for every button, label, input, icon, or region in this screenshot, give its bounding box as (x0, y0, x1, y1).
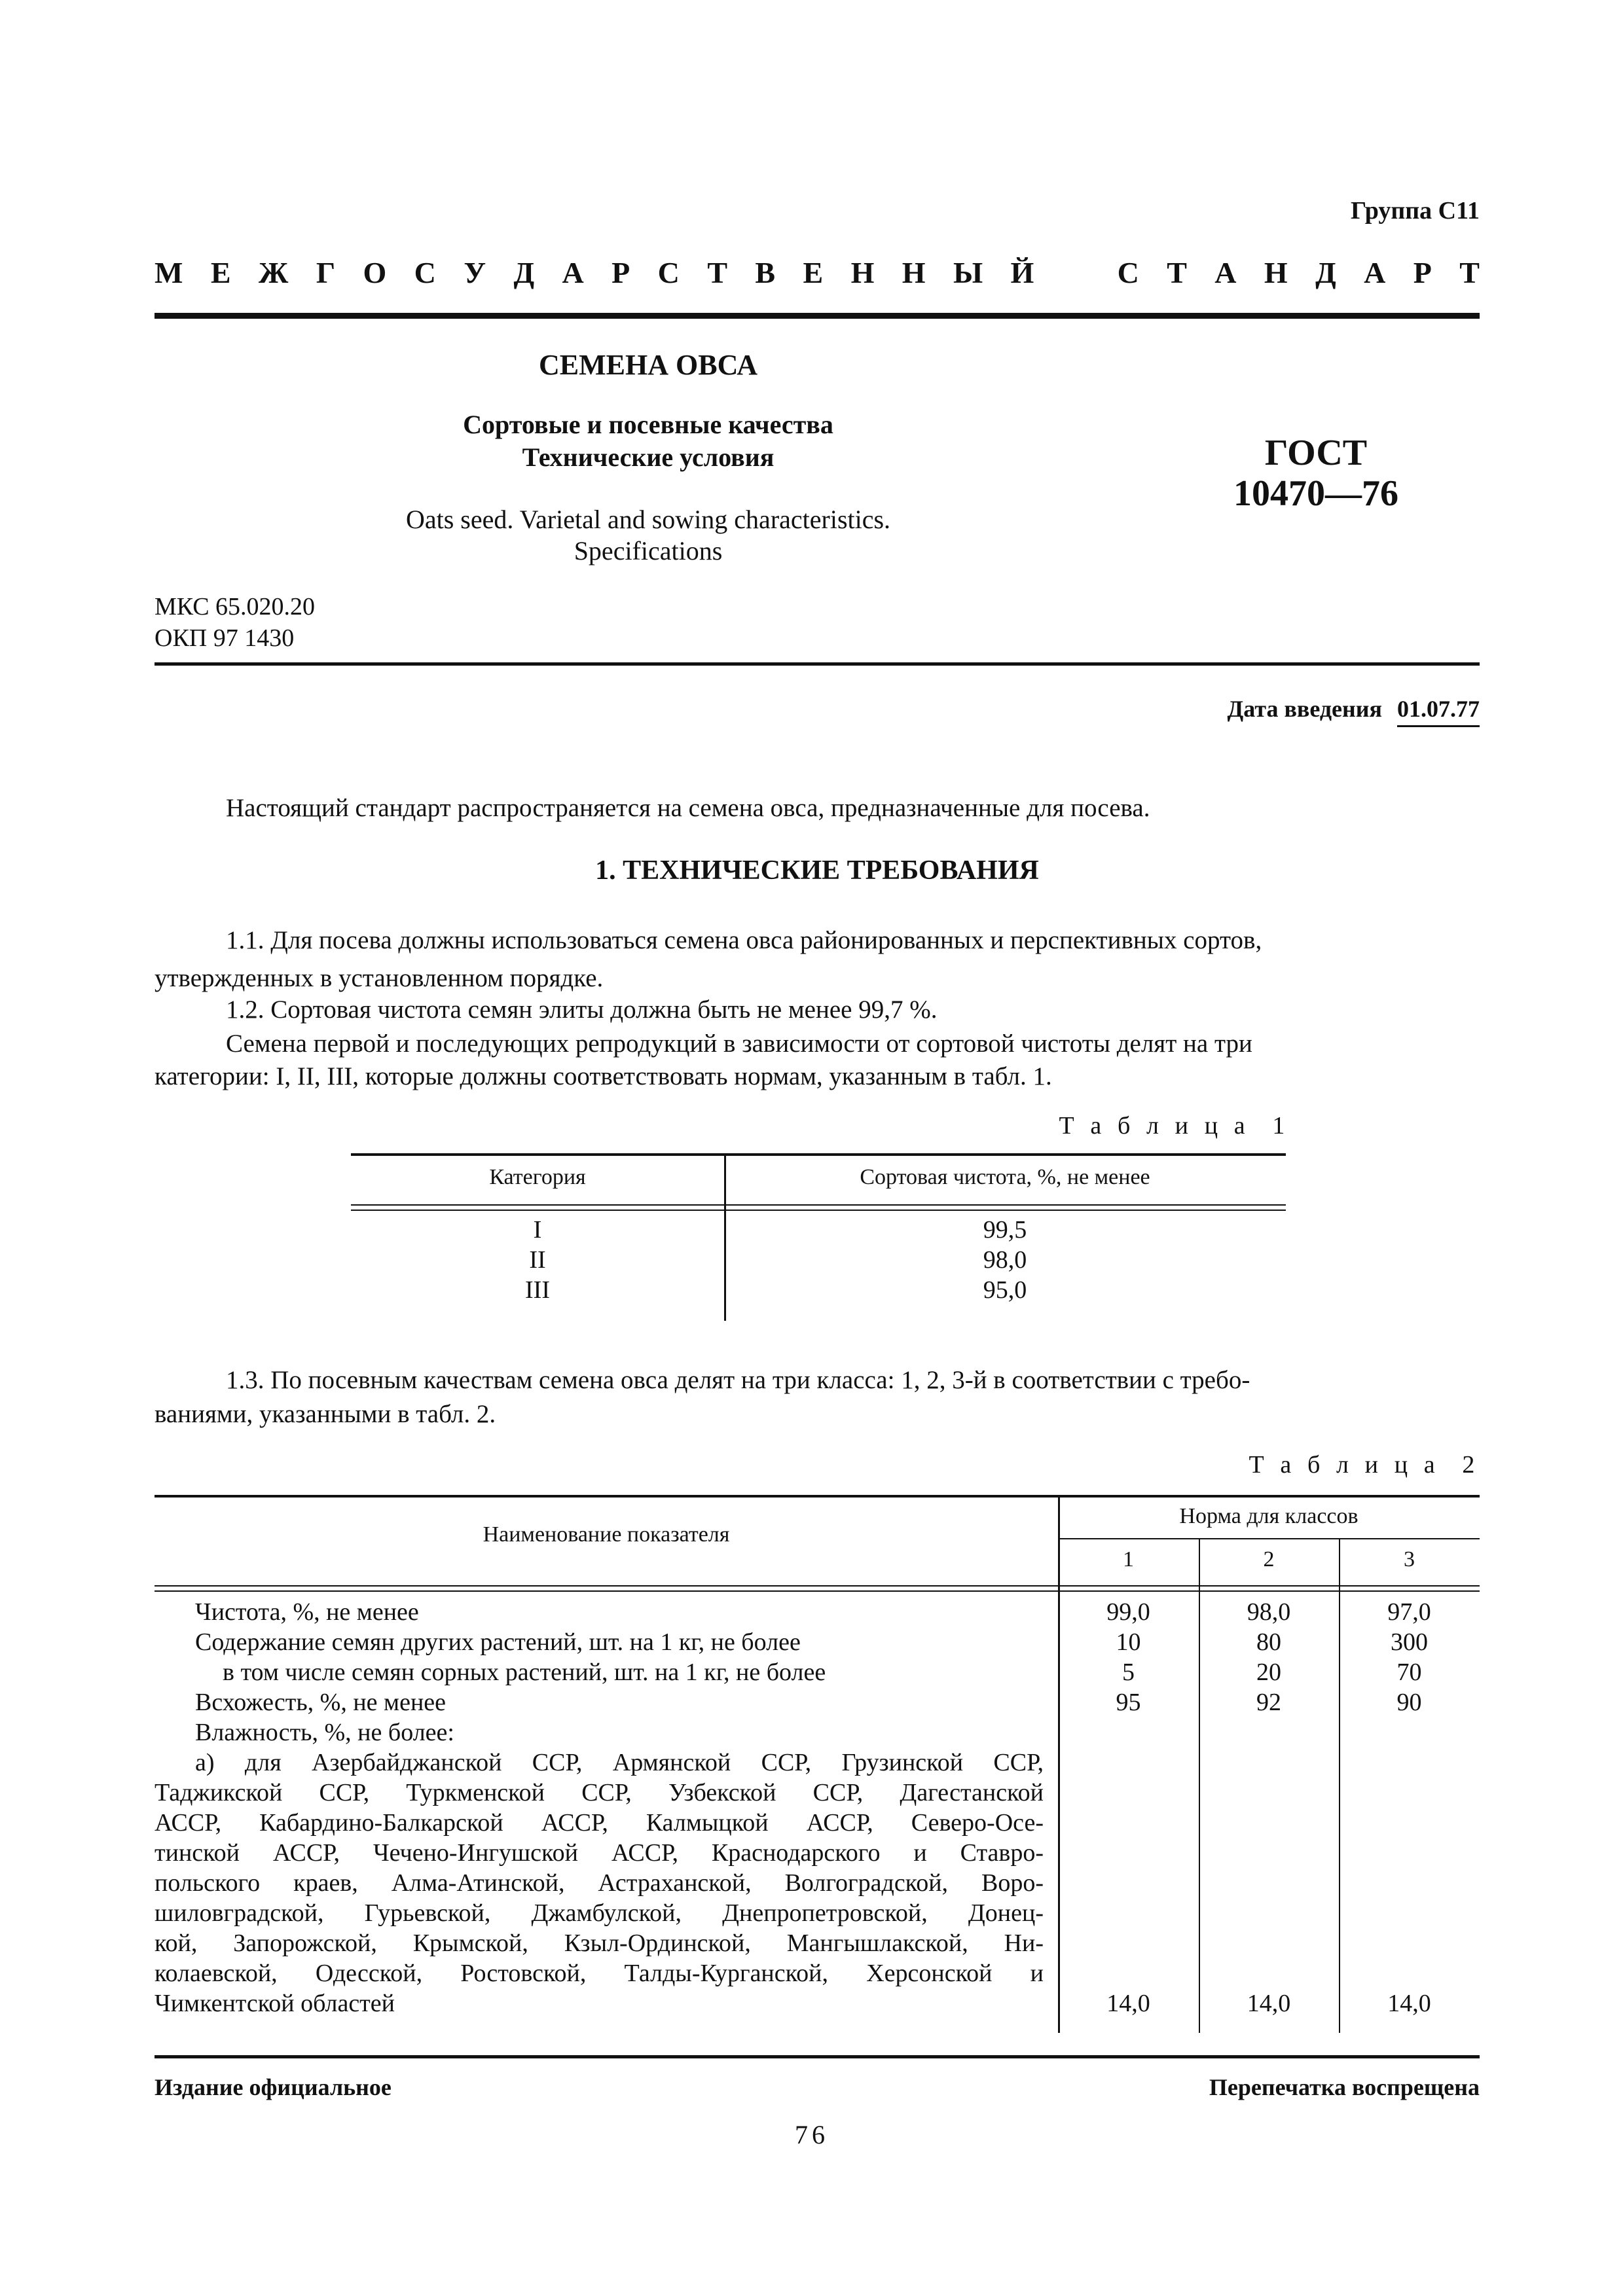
table-1-row-1-value: 99,5 (983, 1216, 1027, 1244)
table-1 (351, 1153, 1286, 1321)
table-1-row-3-category: III (525, 1276, 550, 1304)
intro-date-value: 01.07.77 (1397, 695, 1480, 727)
table-2 (155, 1495, 1480, 2033)
table-2-norm-rule (1058, 1538, 1480, 1539)
scope-paragraph: Настоящий стандарт распространяется на семена овса, предназначенные для посева. (226, 794, 1150, 822)
table-2-regions-line-3: АССР, Кабардино-Балкарской АССР, Калмыцкой АССР, Северо-Осе- (155, 1809, 1044, 1837)
table-2-row-other-seeds-c1: 10 (1116, 1628, 1141, 1656)
group-code: Группа С11 (1350, 197, 1480, 224)
table-2-regions-line-5: польского краев, Алма-Атинской, Астраханской, Волгоградской, Воро- (155, 1869, 1044, 1897)
table-1-header-purity: Сортовая чистота, %, не менее (860, 1165, 1150, 1189)
table-2-row-purity-c1: 99,0 (1106, 1598, 1150, 1626)
table-2-row-germination-c3: 90 (1396, 1689, 1422, 1716)
table-2-row-other-seeds-c3: 300 (1391, 1628, 1428, 1656)
gost-label: ГОСТ (1264, 433, 1368, 473)
page-number: 76 (795, 2120, 829, 2149)
table-2-col-divider-0 (1058, 1495, 1060, 2033)
table-2-row-germination-c2: 92 (1256, 1689, 1281, 1716)
table-2-class-1-header: 1 (1123, 1547, 1134, 1571)
table-2-top-rule (155, 1495, 1480, 1498)
table-1-header-rule-a (351, 1204, 1286, 1206)
table-1-header-category: Категория (489, 1165, 586, 1189)
gost-number: 10470—76 (1233, 473, 1398, 514)
paragraph-1-2b-line1: Семена первой и последующих репродукций в зависимости от сортовой чистоты делят на три (226, 1030, 1252, 1058)
header-rule (155, 313, 1480, 319)
doc-english-title-2: Specifications (574, 536, 723, 565)
table-1-row-2-value: 98,0 (983, 1246, 1027, 1274)
paragraph-1-1-line2: утвержденных в установленном порядке. (155, 964, 604, 992)
section-1-title: 1. ТЕХНИЧЕСКИЕ ТРЕБОВАНИЯ (595, 855, 1039, 886)
footer-official-edition: Издание официальное (155, 2074, 392, 2100)
table-2-regions-line-1: а) для Азербайджанской ССР, Армянской ССР, Грузинской ССР, (195, 1749, 1044, 1776)
paragraph-1-3-line2: ваниями, указанными в табл. 2. (155, 1400, 496, 1428)
table-2-row-weed-seeds-name: в том числе семян сорных растений, шт. на 1 кг, не более (223, 1659, 826, 1686)
doc-subtitle-2: Технические условия (522, 442, 775, 472)
table-2-caption: Т а б л и ц а 2 (1249, 1451, 1480, 1479)
paragraph-1-3-line1: 1.3. По посевным качествам семена овса делят на три класса: 1, 2, 3-й в соответствии с требо- (226, 1366, 1250, 1394)
table-2-regions-c2: 14,0 (1247, 1990, 1291, 2017)
table-2-regions-line-4: тинской АССР, Чечено-Ингушской АССР, Краснодарского и Ставро- (155, 1839, 1044, 1867)
table-2-row-purity-name: Чистота, %, не менее (195, 1598, 419, 1626)
paragraph-1-2: 1.2. Сортовая чистота семян элиты должна быть не менее 99,7 %. (226, 996, 938, 1024)
table-2-row-germination-name: Всхожесть, %, не менее (195, 1689, 447, 1716)
table-2-row-other-seeds-c2: 80 (1256, 1628, 1281, 1656)
table-1-top-rule (351, 1153, 1286, 1156)
table-2-row-purity-c2: 98,0 (1247, 1598, 1291, 1626)
table-2-regions-c1: 14,0 (1106, 1990, 1150, 2017)
table-2-header-rule-a (155, 1585, 1480, 1587)
paragraph-1-2b-line2: категории: I, II, III, которые должны соответствовать нормам, указанным в табл. 1. (155, 1062, 1052, 1090)
table-1-header-rule-b (351, 1210, 1286, 1211)
intro-date (1113, 695, 1480, 727)
table-2-row-weed-seeds-c2: 20 (1256, 1659, 1281, 1686)
table-2-row-weed-seeds-c3: 70 (1396, 1659, 1422, 1686)
mks-code: МКС 65.020.20 (155, 593, 316, 620)
paragraph-1-1-line1: 1.1. Для посева должны использоваться семена овса районированных и перспективных сортов, (226, 926, 1262, 954)
intro-date-label: Дата введения (1227, 696, 1382, 722)
footer-reprint-prohibited: Перепечатка воспрещена (1209, 2074, 1480, 2100)
table-2-class-2-header: 2 (1263, 1547, 1275, 1571)
table-1-row-2-category: II (529, 1246, 546, 1274)
table-2-regions-line-8: колаевской, Одесской, Ростовской, Талды-Курганской, Херсонской и (155, 1960, 1044, 1987)
table-2-row-purity-c3: 97,0 (1387, 1598, 1431, 1626)
table-2-header-indicator: Наименование показателя (483, 1522, 730, 1547)
table-1-caption: Т а б л и ц а 1 (1059, 1112, 1290, 1139)
table-2-row-moisture-name: Влажность, %, не более: (195, 1719, 454, 1746)
doc-subtitle-1: Сортовые и посевные качества (463, 410, 833, 439)
doc-english-title-1: Oats seed. Varietal and sowing characteristics. (405, 505, 891, 534)
table-2-row-weed-seeds-c1: 5 (1122, 1659, 1135, 1686)
table-2-class-3-header: 3 (1404, 1547, 1415, 1571)
table-2-header-norm: Норма для классов (1179, 1504, 1359, 1528)
doc-title: СЕМЕНА ОВСА (539, 349, 757, 381)
table-2-row-other-seeds-name: Содержание семян других растений, шт. на 1 кг, не более (195, 1628, 801, 1656)
footer-rule (155, 2055, 1480, 2058)
table-2-regions-line-6: шиловградской, Гурьевской, Джамбулской, Днепропетровской, Донец- (155, 1899, 1044, 1927)
table-2-header-rule-b (155, 1590, 1480, 1592)
standard-type-heading: М Е Ж Г О С У Д А Р С Т В Е Н Н Ы Й С Т А Н Д А Р Т (155, 256, 1480, 289)
table-2-regions-line-7: кой, Запорожской, Крымской, Кзыл-Ординской, Мангышлакской, Ни- (155, 1929, 1044, 1957)
table-2-regions-c3: 14,0 (1387, 1990, 1431, 2017)
title-block-rule (155, 662, 1480, 666)
table-2-regions-line-2: Таджикской ССР, Туркменской ССР, Узбекской ССР, Дагестанской (155, 1779, 1044, 1806)
table-2-regions-line-9: Чимкентской областей (155, 1990, 395, 2017)
table-1-row-1-category: I (533, 1216, 542, 1244)
table-1-row-3-value: 95,0 (983, 1276, 1027, 1304)
table-2-row-germination-c1: 95 (1116, 1689, 1141, 1716)
okp-code: ОКП 97 1430 (155, 624, 295, 652)
